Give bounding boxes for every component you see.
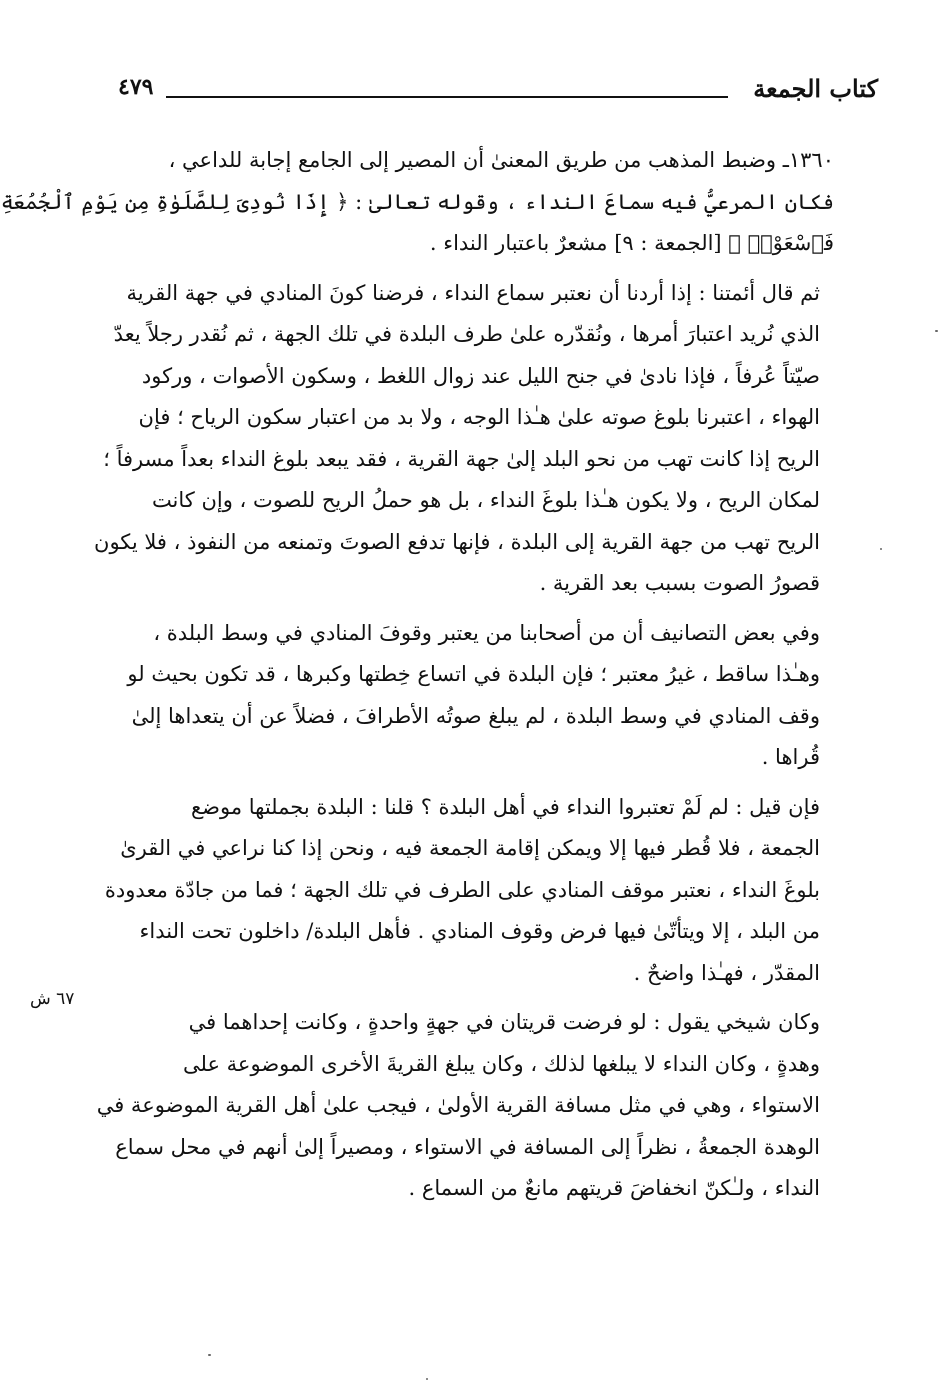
text-line: من البلد ، إلا ويتأتّىٰ فيها فرض وقوف المنادي . فأهل البلدة/ داخلون تحت النداء <box>139 919 820 943</box>
text-line: بلوغَ النداء ، نعتبر موقف المنادي على الطرف في تلك الجهة ؛ فما من جادّة معدودة <box>104 877 820 902</box>
text-line: قُراها . <box>761 745 820 769</box>
manuscript-folio-note: ٦٧ ش <box>30 989 75 1009</box>
page-header <box>118 72 878 112</box>
text-line: وهدةٍ ، وكان النداء لا يبلغها لذلك ، وكان يبلغ القريةَ الأخرى الموضوعة على <box>183 1051 820 1076</box>
scan-speck <box>426 1378 428 1380</box>
text-line: فَٱسْعَوْا۟ ﴾ [الجمعة : ٩] مشعرٌ باعتبار النداء . <box>429 231 834 255</box>
paragraph-3 <box>88 613 864 779</box>
text-line: الجمعة ، فلا قُطر فيها إلا ويمكن إقامة الجمعة فيه ، ونحن إذا كنا نراعي في القرىٰ <box>120 836 820 860</box>
text-line: الريح إذا كانت تهب من نحو البلد إلىٰ جهة القرية ، فقد يبعد بلوغ النداء بعداً مسرفاً ؛ <box>103 446 820 471</box>
text-line: ١٣٦٠ـ وضبط المذهب من طريق المعنىٰ أن المصير إلى الجامع إجابة للداعي ، <box>168 148 834 172</box>
running-title: كتاب الجمعة <box>753 74 878 103</box>
text-line: وهـٰذا ساقط ، غيرُ معتبر ؛ فإن البلدة في اتساع خِطتها وكبرها ، قد تكون بحيث لو <box>127 662 820 686</box>
text-line: فكان المرعيُّ فيه سماعَ النداء ، وقوله تعالىٰ : ﴿ إِذَا نُودِىَ لِلصَّلَوٰةِ مِن يَوْمِ ٱلْجُمُعَةِ <box>0 189 834 214</box>
paragraph-5 <box>88 1002 864 1210</box>
scan-speck <box>935 330 938 332</box>
text-line: ثم قال أئمتنا : إذا أردنا أن نعتبر سماع النداء ، فرضنا كونَ المنادي في جهة القرية <box>126 280 820 305</box>
text-line: قصورُ الصوت بسبب بعد القرية . <box>539 571 820 595</box>
page-number: ٤٧٩ <box>118 74 154 100</box>
text-line: المقدّر ، فهـٰذا واضحٌ . <box>633 960 820 985</box>
text-line: وكان شيخي يقول : لو فرضت قريتان في جهةٍ واحدةٍ ، وكانت إحداهما في <box>188 1010 820 1034</box>
text-line: الريح تهب من جهة القرية إلى البلدة ، فإنها تدفع الصوتَ وتمنعه من النفوذ ، فلا يكون <box>94 529 820 554</box>
text-line: الاستواء ، وهي في مثل مسافة القرية الأولىٰ ، فيجب علىٰ أهل القرية الموضوعة في <box>96 1093 820 1117</box>
paragraph-4 <box>88 787 864 995</box>
text-line: صيّتاً عُرفاً ، فإذا نادىٰ في جنح الليل عند زوال اللغط ، وسكون الأصوات ، وركود <box>141 363 820 388</box>
text-line: لمكان الريح ، ولا يكون هـٰذا بلوغَ النداء ، بل هو حملُ الريح للصوت ، وإن كانت <box>151 488 820 512</box>
scan-speck <box>880 548 882 550</box>
text-line: الهواء ، اعتبرنا بلوغ صوته علىٰ هـٰذا الوجه ، ولا بد من اعتبار سكون الرياح ؛ فإن <box>138 405 820 429</box>
paragraph-1 <box>0 140 864 265</box>
paragraph-2 <box>88 273 864 605</box>
text-line: وفي بعض التصانيف أن من أصحابنا من يعتبر وقوفَ المنادي في وسط البلدة ، <box>153 620 820 645</box>
text-line: وقف المنادي في وسط البلدة ، لم يبلغ صوتُه الأطرافَ ، فضلاً عن أن يتعداها إلىٰ <box>131 703 820 728</box>
text-line: الوهدة الجمعةُ ، نظراً إلى المسافة في الاستواء ، ومصيراً إلىٰ أنهم في محل سماع <box>115 1134 820 1159</box>
text-line: النداء ، ولـٰكنّ انخفاضَ قريتهم مانعٌ من السماع . <box>408 1176 820 1200</box>
text-line: الذي نُريد اعتبارَ أمرها ، ونُقدّره علىٰ طرف البلدة في تلك الجهة ، ثم نُقدر رجلاً يعدّ <box>113 322 820 346</box>
text-line: فإن قيل : لم لَمْ تعتبروا النداء في أهل البلدة ؟ قلنا : البلدة بجملتها موضع <box>190 794 820 819</box>
header-rule <box>166 96 728 98</box>
scan-speck <box>208 1354 211 1356</box>
